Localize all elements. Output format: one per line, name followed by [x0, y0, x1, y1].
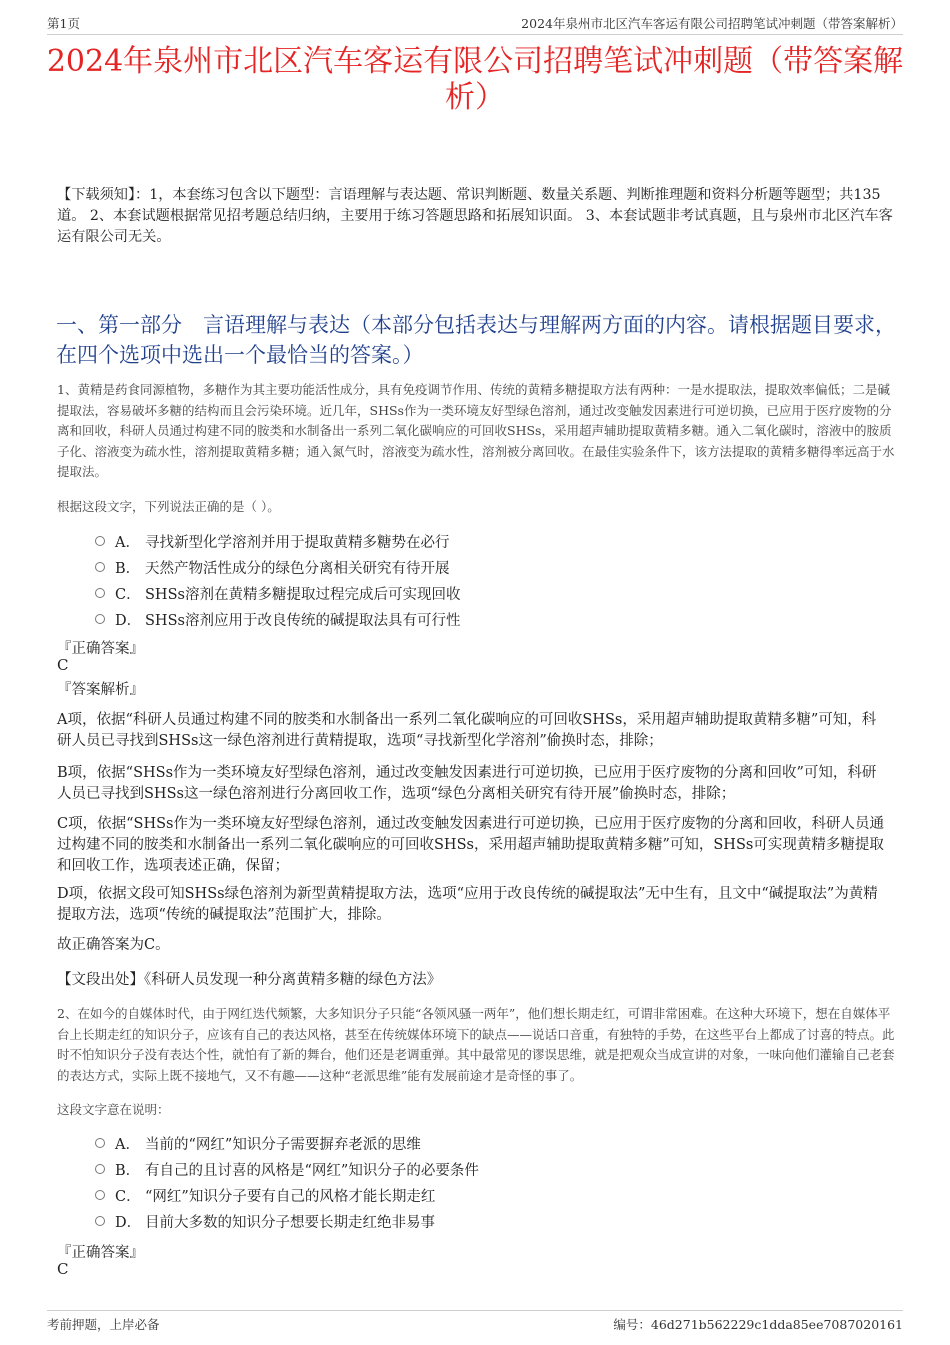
- answer-value: C: [57, 1260, 69, 1278]
- option-letter: A．: [115, 534, 140, 551]
- option-letter: B．: [115, 560, 141, 577]
- question-2-ask: 这段文字意在说明：: [57, 1102, 170, 1117]
- radio-icon[interactable]: [95, 614, 105, 624]
- option-a[interactable]: [95, 528, 890, 554]
- radio-icon[interactable]: [95, 562, 105, 572]
- analysis-paragraph: C项，依据“SHSs作为一类环境友好型绿色溶剂，通过改变触发因素进行可逆切换，已应用于医疗废物的分离和回收，科研人员通过构建不同的胺类和水制备出一系列二氧化碳响应的可回收SHSs，采用超声辅助提取黄精多糖”可知，SHSs可实现黄精多糖提取和回收工作，选项表述正确，保留；: [57, 816, 884, 874]
- option-c[interactable]: [95, 580, 890, 606]
- analysis-label: 『答案解析』: [57, 682, 144, 698]
- download-notice: 【下载须知】：1，本套练习包含以下题型：言语理解与表达题、常识判断题、数量关系题、判断推理题和资料分析题等题型；共135道。 2、本套试题根据常见招考题总结归纳，主要用于练习答题思路和拓展知识面。 3、本套试题非考试真题，且与泉州市北区汽车客运有限公司无关。: [57, 187, 893, 245]
- footer-code-value: 46d271b562229c1dda85ee7087020161: [650, 1317, 903, 1332]
- radio-icon[interactable]: [95, 536, 105, 546]
- analysis-paragraph: A项，依据“科研人员通过构建不同的胺类和水制备出一系列二氧化碳响应的可回收SHSs，采用超声辅助提取黄精多糖”可知，科研人员已寻找到SHSs这一绿色溶剂进行黄精提取，选项“寻找新型化学溶剂”偷换时态，排除；: [57, 712, 877, 749]
- option-text: SHSs溶剂应用于改良传统的碱提取法具有可行性: [145, 612, 461, 629]
- option-text: 寻找新型化学溶剂并用于提取黄精多糖势在必行: [145, 534, 450, 551]
- page-number: 第1页: [47, 16, 80, 31]
- question-1-options: [95, 528, 890, 632]
- page-title: 2024年泉州市北区汽车客运有限公司招聘笔试冲刺题（带答案解析）: [46, 44, 904, 115]
- section-heading: 一、第一部分 言语理解与表达（本部分包括表达与理解两方面的内容。请根据题目要求，在四个选项中选出一个最恰当的答案。）: [56, 313, 896, 367]
- page-header: [47, 14, 903, 35]
- radio-icon[interactable]: [95, 1216, 105, 1226]
- analysis-conclusion: 故正确答案为C。: [57, 937, 170, 953]
- footer-code-label: 编号：: [613, 1317, 651, 1332]
- question-1-ask: 根据这段文字，下列说法正确的是（ ）。: [57, 499, 280, 514]
- question-1-stem: 1、黄精是药食同源植物，多糖作为其主要功能活性成分，具有免疫调节作用、传统的黄精多糖提取方法有两种：一是水提取法，提取效率偏低；二是碱提取法，容易破坏多糖的结构而且会污染环境。近几年，SHSs作为一类环境友好型绿色溶剂，通过改变触发因素进行可逆切换，已应用于医疗废物的分离和回收，科研人员通过构建不同的胺类和水制备出一系列二氧化碳响应的可回收SHSs，采用超声辅助提取黄精多糖。通入二氧化碳时，溶液中的胺质子化、溶液变为疏水性，溶剂提取黄精多糖；通入氮气时，溶液变为疏水性，溶剂被分离回收。在最佳实验条件下，该方法提取的黄精多糖得率远高于水提取法。: [57, 382, 895, 479]
- option-c[interactable]: [95, 1182, 890, 1208]
- option-text: 天然产物活性成分的绿色分离相关研究有待开展: [145, 560, 450, 577]
- option-text: “网红”知识分子要有自己的风格才能长期走红: [145, 1188, 436, 1205]
- option-text: SHSs溶剂在黄精多糖提取过程完成后可实现回收: [145, 586, 461, 603]
- analysis-paragraph: D项，依据文段可知SHSs绿色溶剂为新型黄精提取方法，选项“应用于改良传统的碱提取法”无中生有，且文中“碱提取法”为黄精提取方法，选项“传统的碱提取法”范围扩大，排除。: [57, 886, 878, 923]
- footer-code: [613, 1315, 903, 1333]
- option-letter: C．: [115, 586, 141, 603]
- analysis-paragraph: B项，依据“SHSs作为一类环境友好型绿色溶剂，通过改变触发因素进行可逆切换，已应用于医疗废物的分离和回收”可知，科研人员已寻找到SHSs这一绿色溶剂进行分离回收工作，选项“绿色分离相关研究有待开展”偷换时态，排除；: [57, 765, 877, 802]
- radio-icon[interactable]: [95, 1190, 105, 1200]
- page-footer: [47, 1310, 903, 1333]
- option-b[interactable]: [95, 554, 890, 580]
- option-letter: D．: [115, 612, 142, 629]
- footer-slogan: 考前押题，上岸必备: [47, 1317, 160, 1332]
- option-letter: D．: [115, 1214, 142, 1231]
- option-letter: C．: [115, 1188, 141, 1205]
- option-d[interactable]: [95, 606, 890, 632]
- answer-value: C: [57, 656, 69, 674]
- source-citation: 【文段出处】《科研人员发现一种分离黄精多糖的绿色方法》: [57, 972, 442, 988]
- option-letter: A．: [115, 1136, 140, 1153]
- radio-icon[interactable]: [95, 588, 105, 598]
- question-2-stem: 2、在如今的自媒体时代，由于网红迭代频繁，大多知识分子只能“各领风骚一两年”，他们想长期走红，可谓非常困难。在这种大环境下，想在自媒体平台上长期走红的知识分子，应该有自己的表达风格，甚至在传统媒体环境下的缺点——说话口音重，有独特的手势，在这些平台上都成了讨喜的特点。此时不怕知识分子没有表达个性，就怕有了新的舞台，他们还是老调重弹。其中最常见的谬误思维，就是把观众当成宣讲的对象，一味向他们灌输自己老套的表达方式，实际上既不接地气，又不有趣——这种“老派思维”能有发展前途才是奇怪的事了。: [57, 1006, 895, 1083]
- option-b[interactable]: [95, 1156, 890, 1182]
- option-a[interactable]: [95, 1130, 890, 1156]
- option-text: 有自己的且讨喜的风格是“网红”知识分子的必要条件: [145, 1162, 479, 1179]
- radio-icon[interactable]: [95, 1164, 105, 1174]
- header-doc-title: 2024年泉州市北区汽车客运有限公司招聘笔试冲刺题（带答案解析）: [521, 16, 903, 31]
- answer-label: 『正确答案』: [57, 1245, 144, 1261]
- option-text: 目前大多数的知识分子想要长期走红绝非易事: [145, 1214, 435, 1231]
- option-letter: B．: [115, 1162, 141, 1179]
- option-d[interactable]: [95, 1208, 890, 1234]
- answer-label: 『正确答案』: [57, 641, 144, 657]
- question-2-options: [95, 1130, 890, 1234]
- radio-icon[interactable]: [95, 1138, 105, 1148]
- option-text: 当前的“网红”知识分子需要摒弃老派的思维: [145, 1136, 421, 1153]
